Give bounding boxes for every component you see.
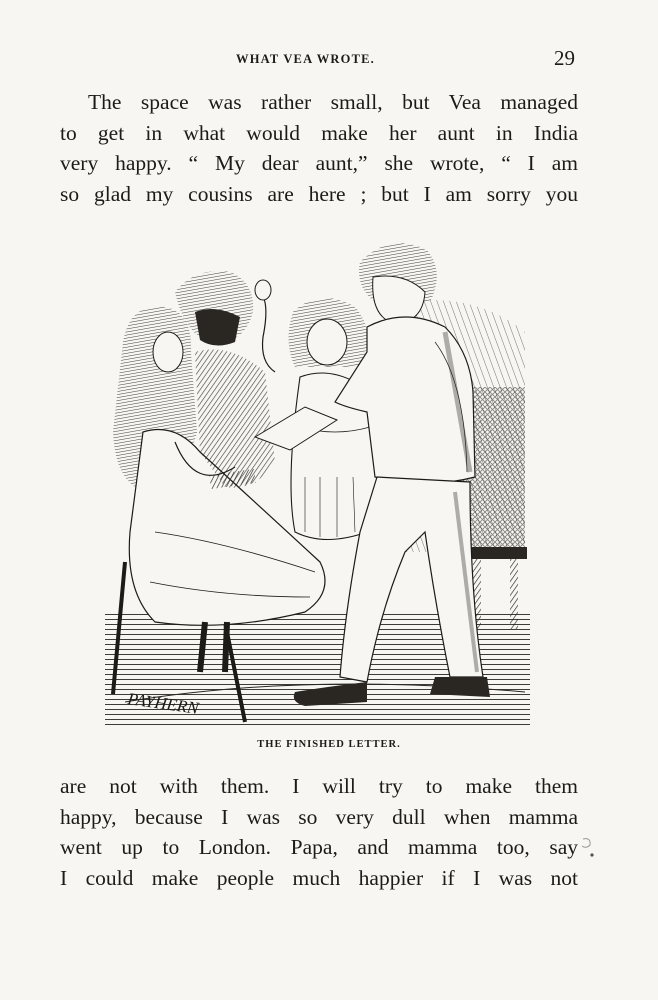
text-line: to get in what would make her aunt in India: [60, 120, 578, 145]
paragraph-top: [60, 87, 578, 209]
page-number: 29: [554, 46, 575, 70]
text-line: are not with them. I will try to make them: [60, 774, 578, 798]
artist-signature: PAYHERN: [126, 689, 200, 718]
text-line: went up to London. Papa, and mamma too, say: [60, 835, 578, 859]
text-line: very happy. “ My dear aunt,” she wrote, “ I am: [60, 151, 578, 175]
page-smudge: [577, 835, 597, 859]
engraving-illustration: [105, 232, 530, 727]
illustration-caption: THE FINISHED LETTER.: [257, 739, 401, 750]
paragraph-bottom: [60, 771, 578, 893]
running-title: WHAT VEA WROTE.: [236, 52, 375, 66]
small-girl: [255, 298, 379, 539]
text-line: The space was rather small, but Vea managed: [88, 90, 578, 114]
text-line: so glad my cousins are here ; but I am sorry you: [60, 181, 578, 206]
text-line: happy, because I was so very dull when mamma: [60, 804, 578, 829]
running-head: [0, 46, 658, 70]
text-line: I could make people much happier if I was not: [60, 865, 578, 890]
